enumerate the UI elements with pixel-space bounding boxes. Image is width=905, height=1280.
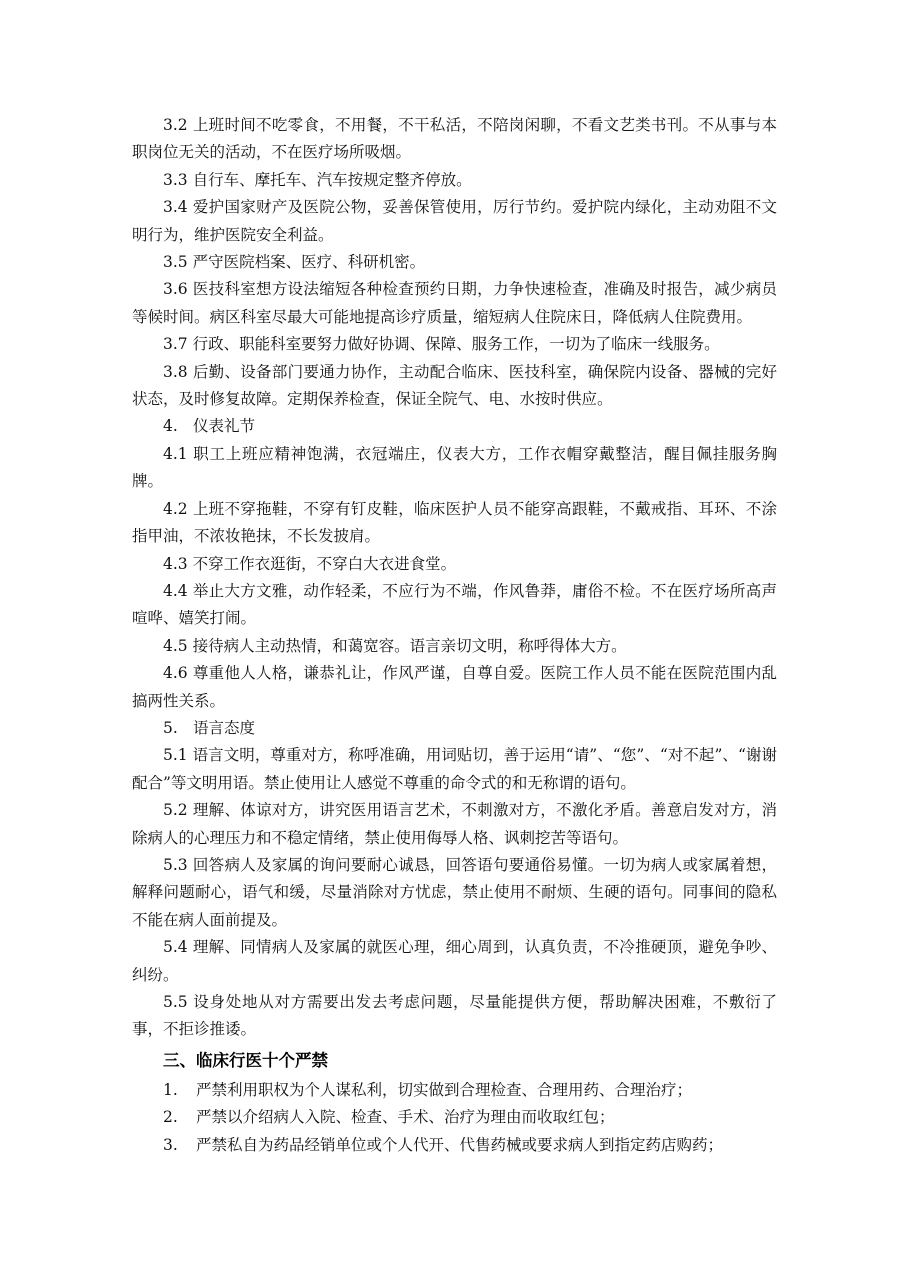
paragraph-5-3: 5.3 回答病人及家属的询问要耐心诚恳，回答语句要通俗易懂。一切为病人或家属着想，解释问题耐心，语气和缓，尽量消除对方忧虑，禁止使用不耐烦、生硬的语句。同事间的隐私不能在病人面前提及。: [132, 855, 777, 929]
section-title: 仪表礼节: [193, 417, 256, 436]
section-heading-5: [132, 715, 777, 742]
list-item: [132, 1104, 777, 1131]
list-number: 2.: [163, 1108, 178, 1127]
section-number: 4.: [163, 417, 178, 436]
list-number: 1.: [163, 1080, 178, 1099]
list-text: 严禁私自为药品经销单位或个人代开、代售药械或要求病人到指定药店购药；: [196, 1135, 724, 1154]
section-heading-4: [132, 413, 777, 440]
paragraph-3-3: 3.3 自行车、摩托车、汽车按规定整齐停放。: [163, 170, 472, 189]
paragraph-3-6: 3.6 医技科室想方设法缩短各种检查预约日期，力争快速检查，准确及时报告，减少病员等候时间。病区科室尽最大可能地提高诊疗质量，缩短病人住院床日，降低病人住院费用。: [132, 280, 777, 326]
paragraph-3-4: 3.4 爱护国家财产及医院公物，妥善保管使用，厉行节约。爱护院内绿化，主动劝阻不文明行为，维护医院安全利益。: [132, 198, 777, 244]
section-title: 语言态度: [193, 718, 256, 737]
list-text: 严禁利用职权为个人谋私利，切实做到合理检查、合理用药、合理治疗；: [196, 1080, 693, 1099]
list-text: 严禁以介绍病人入院、检查、手术、治疗为理由而收取红包；: [196, 1108, 615, 1127]
document-page: [132, 112, 777, 1159]
paragraph-4-3: 4.3 不穿工作衣逛街，不穿白大衣进食堂。: [163, 554, 457, 573]
paragraph-3-7: 3.7 行政、职能科室要努力做好协调、保障、服务工作，一切为了临床一线服务。: [163, 335, 720, 354]
section-number: 5.: [163, 718, 178, 737]
list-number: 3.: [163, 1135, 178, 1154]
paragraph-4-6: 4.6 尊重他人人格，谦恭礼让，作风严谨，自尊自爱。医院工作人员不能在医院范围内乱搞两性关系。: [132, 664, 777, 710]
paragraph-3-2: 3.2 上班时间不吃零食，不用餐，不干私活，不陪岗闲聊，不看文艺类书刊。不从事与本职岗位无关的活动，不在医疗场所吸烟。: [132, 116, 777, 162]
paragraph-5-1: 5.1 语言文明，尊重对方，称呼准确，用词贴切，善于运用“请”、“您”、“对不起”、“谢谢配合”等文明用语。禁止使用让人感觉不尊重的命令式的和无称谓的语句。: [132, 746, 777, 792]
list-item: [132, 1077, 777, 1104]
paragraph-5-5: 5.5 设身处地从对方需要出发去考虑问题，尽量能提供方便，帮助解决困难，不敷衍了事，不拒诊推诿。: [132, 993, 777, 1039]
list-item: [132, 1132, 777, 1159]
paragraph-5-2: 5.2 理解、体谅对方，讲究医用语言艺术，不刺激对方，不激化矛盾。善意启发对方，消除病人的心理压力和不稳定情绪，禁止使用侮辱人格、讽刺挖苦等语句。: [132, 801, 777, 847]
paragraph-4-2: 4.2 上班不穿拖鞋，不穿有钉皮鞋，临床医护人员不能穿高跟鞋，不戴戒指、耳环、不涂指甲油，不浓妆艳抹，不长发披肩。: [132, 499, 777, 546]
paragraph-4-1: 4.1 职工上班应精神饱满，衣冠端庄，仪表大方，工作衣帽穿戴整洁，醒目佩挂服务胸牌。: [132, 444, 777, 491]
paragraph-5-4: 5.4 理解、同情病人及家属的就医心理，细心周到，认真负责，不冷推硬顶，避免争吵、纠纷。: [132, 938, 777, 984]
paragraph-3-8: 3.8 后勤、设备部门要通力协作，主动配合临床、医技科室，确保院内设备、器械的完好状态，及时修复故障。定期保养检查，保证全院气、电、水按时供应。: [132, 362, 777, 409]
paragraph-4-4: 4.4 举止大方文雅，动作轻柔，不应行为不端，作风鲁莽，庸俗不检。不在医疗场所高声喧哗、嬉笑打闹。: [132, 581, 777, 628]
chapter-heading-3: 三、临床行医十个严禁: [163, 1050, 328, 1070]
paragraph-4-5: 4.5 接待病人主动热情，和蔼宽容。语言亲切文明，称呼得体大方。: [163, 636, 627, 655]
paragraph-3-5: 3.5 严守医院档案、医疗、科研机密。: [163, 253, 426, 272]
